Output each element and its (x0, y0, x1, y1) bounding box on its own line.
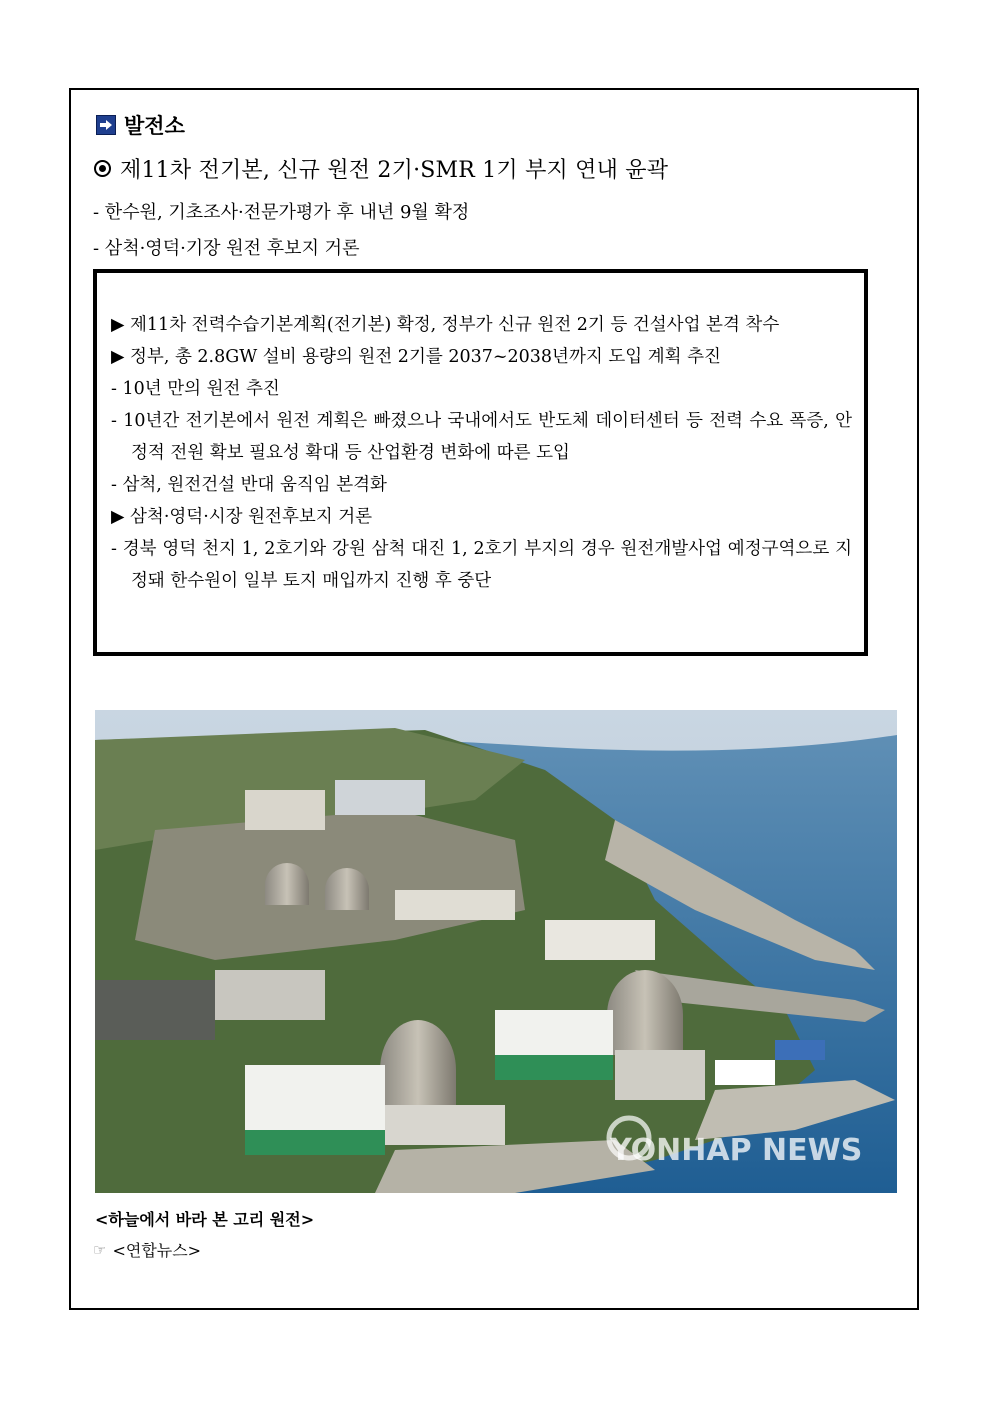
summary-line: ▶ 삼척·영덕·시장 원전후보지 거론 (111, 507, 373, 527)
source-text: <연합뉴스> (112, 1241, 202, 1260)
summary-line: - 10년간 전기본에서 원전 계획은 빠졌으나 국내에서도 반도체 데이터센터 등 전력 수요 폭증, 안정적 전원 확보 필요성 확대 등 산업환경 변화에 따른 도입 (111, 411, 852, 463)
nuclear-plant-aerial-photo (95, 710, 897, 1193)
section-heading (96, 110, 185, 140)
summary-line: ▶ 제11차 전력수습기본계획(전기본) 확정, 정부가 신규 원전 2기 등 건설사업 본격 착수 (111, 315, 780, 335)
pointing-hand-icon: ☞ (93, 1240, 107, 1259)
source-line (93, 1238, 201, 1261)
summary-line: - 10년 만의 원전 추진 (111, 379, 280, 399)
summary-line: - 삼척, 원전건설 반대 움직임 본격화 (111, 475, 387, 495)
photo-watermark: YONHAP NEWS (610, 1133, 863, 1168)
section-title: 발전소 (124, 114, 185, 138)
summary-line: - 경북 영덕 천지 1, 2호기와 강원 삼척 대진 1, 2호기 부지의 경우 원전개발사업 예정구역으로 지정돼 한수원이 일부 토지 매입까지 진행 후 중단 (111, 539, 852, 591)
headline (94, 153, 668, 184)
summary-box (93, 269, 868, 656)
photo-caption: <하늘에서 바라 본 고리 원전> (95, 1210, 315, 1229)
summary-line: ▶ 정부, 총 2.8GW 설비 용량의 원전 2기를 2037~2038년까지 도입 계획 추진 (111, 347, 721, 367)
bullseye-icon (94, 160, 111, 177)
arrow-right-icon (96, 115, 116, 135)
subhead-1: - 한수원, 기초조사·전문가평가 후 내년 9월 확정 (93, 202, 470, 223)
subhead-2: - 삼척·영덕·기장 원전 후보지 거론 (93, 238, 360, 259)
headline-text: 제11차 전기본, 신규 원전 2기·SMR 1기 부지 연내 윤곽 (120, 158, 669, 183)
